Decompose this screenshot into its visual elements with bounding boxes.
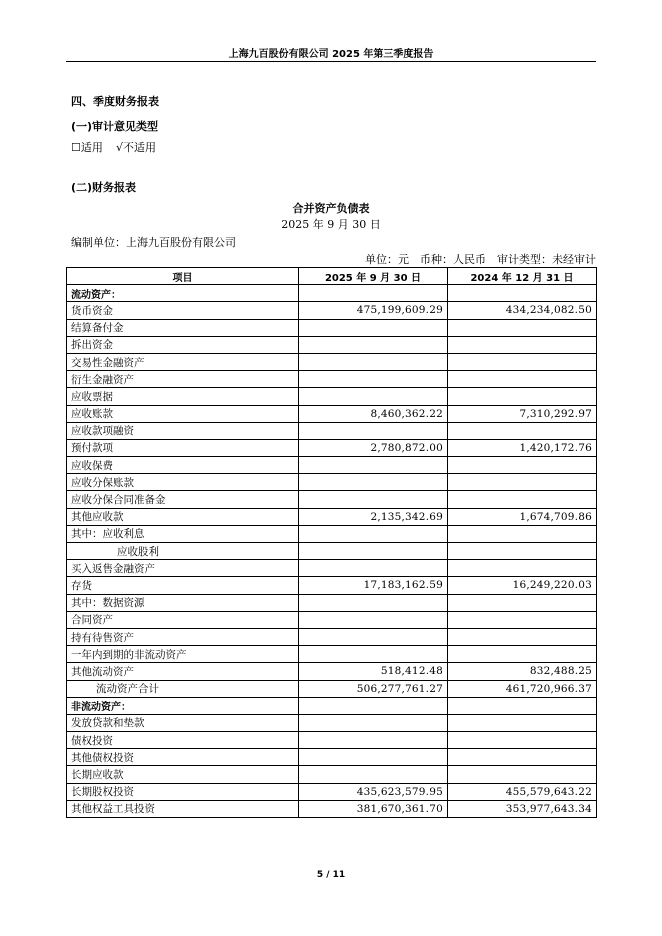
balance-sheet-table bbox=[66, 267, 597, 818]
value-2025-09-30 bbox=[299, 474, 448, 491]
report-header-title: 上海九百股份有限公司 2025 年第三季度报告 bbox=[228, 49, 434, 60]
value-2024-12-31 bbox=[448, 491, 597, 508]
value-2024-12-31 bbox=[448, 749, 597, 766]
value-2025-09-30: 2,780,872.00 bbox=[299, 439, 448, 456]
table-row bbox=[67, 371, 597, 388]
value-2025-09-30 bbox=[299, 285, 448, 302]
table-row bbox=[67, 285, 597, 302]
value-2025-09-30 bbox=[299, 491, 448, 508]
table-row bbox=[67, 594, 597, 611]
balance-sheet-date: 2025 年 9 月 30 日 bbox=[281, 218, 381, 231]
table-row bbox=[67, 405, 597, 422]
value-2024-12-31: 455,579,643.22 bbox=[448, 783, 597, 800]
value-2024-12-31 bbox=[448, 697, 597, 714]
row-label: 其他权益工具投资 bbox=[67, 800, 299, 817]
row-label: 其他流动资产 bbox=[67, 663, 299, 680]
row-label: 流动资产合计 bbox=[67, 680, 299, 697]
row-label: 应收分保合同准备金 bbox=[67, 491, 299, 508]
value-2025-09-30 bbox=[299, 457, 448, 474]
table-row bbox=[67, 457, 597, 474]
table-row bbox=[67, 714, 597, 731]
value-2025-09-30: 8,460,362.22 bbox=[299, 405, 448, 422]
value-2024-12-31 bbox=[448, 646, 597, 663]
value-2025-09-30 bbox=[299, 353, 448, 370]
row-label: 应收保费 bbox=[67, 457, 299, 474]
row-label: 拆出资金 bbox=[67, 336, 299, 353]
value-2024-12-31 bbox=[448, 543, 597, 560]
row-label: 其中：数据资源 bbox=[67, 594, 299, 611]
table-row bbox=[67, 474, 597, 491]
value-2025-09-30: 435,623,579.95 bbox=[299, 783, 448, 800]
value-2025-09-30 bbox=[299, 388, 448, 405]
value-2024-12-31: 1,674,709.86 bbox=[448, 508, 597, 525]
value-2024-12-31: 832,488.25 bbox=[448, 663, 597, 680]
table-row bbox=[67, 783, 597, 800]
row-label: 买入返售金融资产 bbox=[67, 560, 299, 577]
value-2025-09-30: 475,199,609.29 bbox=[299, 302, 448, 319]
audit-option-applicable: ☐适用 bbox=[71, 141, 103, 154]
table-row bbox=[67, 577, 597, 594]
unit-info-line: 单位：元 币种：人民币 审计类型：未经审计 bbox=[365, 253, 596, 266]
table-row bbox=[67, 336, 597, 353]
row-label: 合同资产 bbox=[67, 611, 299, 628]
row-label: 结算备付金 bbox=[67, 319, 299, 336]
header-period-end: 2025 年 9 月 30 日 bbox=[299, 268, 448, 285]
section-label: 流动资产： bbox=[67, 285, 299, 302]
row-label: 应收账款 bbox=[67, 405, 299, 422]
value-2024-12-31 bbox=[448, 732, 597, 749]
row-label: 应收款项融资 bbox=[67, 422, 299, 439]
preparer-line: 编制单位：上海九百股份有限公司 bbox=[71, 236, 236, 249]
value-2025-09-30: 381,670,361.70 bbox=[299, 800, 448, 817]
value-2024-12-31: 434,234,082.50 bbox=[448, 302, 597, 319]
table-row bbox=[67, 422, 597, 439]
value-2025-09-30: 506,277,761.27 bbox=[299, 680, 448, 697]
section-title-financial-statements: 四、季度财务报表 bbox=[71, 95, 159, 108]
value-2024-12-31: 7,310,292.97 bbox=[448, 405, 597, 422]
row-label: 其他应收款 bbox=[67, 508, 299, 525]
row-label: 预付款项 bbox=[67, 439, 299, 456]
row-label: 应收票据 bbox=[67, 388, 299, 405]
header-divider bbox=[66, 61, 596, 62]
table-row bbox=[67, 302, 597, 319]
row-label: 货币资金 bbox=[67, 302, 299, 319]
value-2024-12-31 bbox=[448, 766, 597, 783]
value-2024-12-31 bbox=[448, 525, 597, 542]
balance-sheet-title: 合并资产负债表 bbox=[292, 202, 370, 215]
page-number: 5 / 11 bbox=[316, 870, 346, 880]
table-row bbox=[67, 491, 597, 508]
value-2025-09-30 bbox=[299, 714, 448, 731]
value-2024-12-31 bbox=[448, 611, 597, 628]
row-label: 长期股权投资 bbox=[67, 783, 299, 800]
value-2024-12-31 bbox=[448, 594, 597, 611]
table-row bbox=[67, 628, 597, 645]
value-2024-12-31: 16,249,220.03 bbox=[448, 577, 597, 594]
value-2024-12-31 bbox=[448, 457, 597, 474]
value-2024-12-31 bbox=[448, 353, 597, 370]
table-row bbox=[67, 439, 597, 456]
value-2024-12-31 bbox=[448, 371, 597, 388]
table-row bbox=[67, 680, 597, 697]
table-row bbox=[67, 800, 597, 817]
value-2024-12-31 bbox=[448, 714, 597, 731]
row-label: 应收分保账款 bbox=[67, 474, 299, 491]
row-label: 发放贷款和垫款 bbox=[67, 714, 299, 731]
value-2024-12-31 bbox=[448, 285, 597, 302]
header-item: 项目 bbox=[67, 268, 299, 285]
audit-opinion-heading: (一)审计意见类型 bbox=[71, 120, 159, 133]
value-2024-12-31 bbox=[448, 336, 597, 353]
header-prior-year-end: 2024 年 12 月 31 日 bbox=[448, 268, 597, 285]
value-2024-12-31 bbox=[448, 388, 597, 405]
value-2024-12-31: 353,977,643.34 bbox=[448, 800, 597, 817]
table-row bbox=[67, 508, 597, 525]
value-2025-09-30 bbox=[299, 371, 448, 388]
value-2025-09-30 bbox=[299, 525, 448, 542]
table-row bbox=[67, 663, 597, 680]
table-row bbox=[67, 353, 597, 370]
value-2025-09-30 bbox=[299, 422, 448, 439]
value-2024-12-31: 1,420,172.76 bbox=[448, 439, 597, 456]
table-row bbox=[67, 697, 597, 714]
row-label: 其中：应收利息 bbox=[67, 525, 299, 542]
value-2025-09-30 bbox=[299, 611, 448, 628]
row-label: 应收股利 bbox=[67, 543, 299, 560]
value-2024-12-31: 461,720,966.37 bbox=[448, 680, 597, 697]
row-label: 债权投资 bbox=[67, 732, 299, 749]
table-row bbox=[67, 388, 597, 405]
value-2024-12-31 bbox=[448, 474, 597, 491]
financial-statements-heading: (二)财务报表 bbox=[71, 181, 137, 194]
table-row bbox=[67, 543, 597, 560]
value-2025-09-30 bbox=[299, 543, 448, 560]
value-2025-09-30 bbox=[299, 594, 448, 611]
value-2025-09-30 bbox=[299, 697, 448, 714]
table-row bbox=[67, 732, 597, 749]
audit-option-not-applicable: √不适用 bbox=[116, 141, 157, 154]
row-label: 长期应收款 bbox=[67, 766, 299, 783]
value-2025-09-30 bbox=[299, 732, 448, 749]
table-row bbox=[67, 525, 597, 542]
value-2024-12-31 bbox=[448, 422, 597, 439]
table-row bbox=[67, 749, 597, 766]
table-row bbox=[67, 319, 597, 336]
value-2025-09-30 bbox=[299, 749, 448, 766]
value-2024-12-31 bbox=[448, 319, 597, 336]
row-label: 其他债权投资 bbox=[67, 749, 299, 766]
row-label: 衍生金融资产 bbox=[67, 371, 299, 388]
table-row bbox=[67, 646, 597, 663]
value-2025-09-30: 17,183,162.59 bbox=[299, 577, 448, 594]
table-row bbox=[67, 766, 597, 783]
value-2024-12-31 bbox=[448, 560, 597, 577]
row-label: 交易性金融资产 bbox=[67, 353, 299, 370]
value-2025-09-30 bbox=[299, 646, 448, 663]
row-label: 持有待售资产 bbox=[67, 628, 299, 645]
value-2025-09-30: 2,135,342.69 bbox=[299, 508, 448, 525]
row-label: 存货 bbox=[67, 577, 299, 594]
value-2025-09-30 bbox=[299, 560, 448, 577]
table-row bbox=[67, 611, 597, 628]
value-2025-09-30 bbox=[299, 319, 448, 336]
table-header-row bbox=[67, 268, 597, 285]
value-2025-09-30: 518,412.48 bbox=[299, 663, 448, 680]
row-label: 一年内到期的非流动资产 bbox=[67, 646, 299, 663]
value-2024-12-31 bbox=[448, 628, 597, 645]
value-2025-09-30 bbox=[299, 336, 448, 353]
value-2025-09-30 bbox=[299, 628, 448, 645]
table-row bbox=[67, 560, 597, 577]
section-label: 非流动资产： bbox=[67, 697, 299, 714]
value-2025-09-30 bbox=[299, 766, 448, 783]
